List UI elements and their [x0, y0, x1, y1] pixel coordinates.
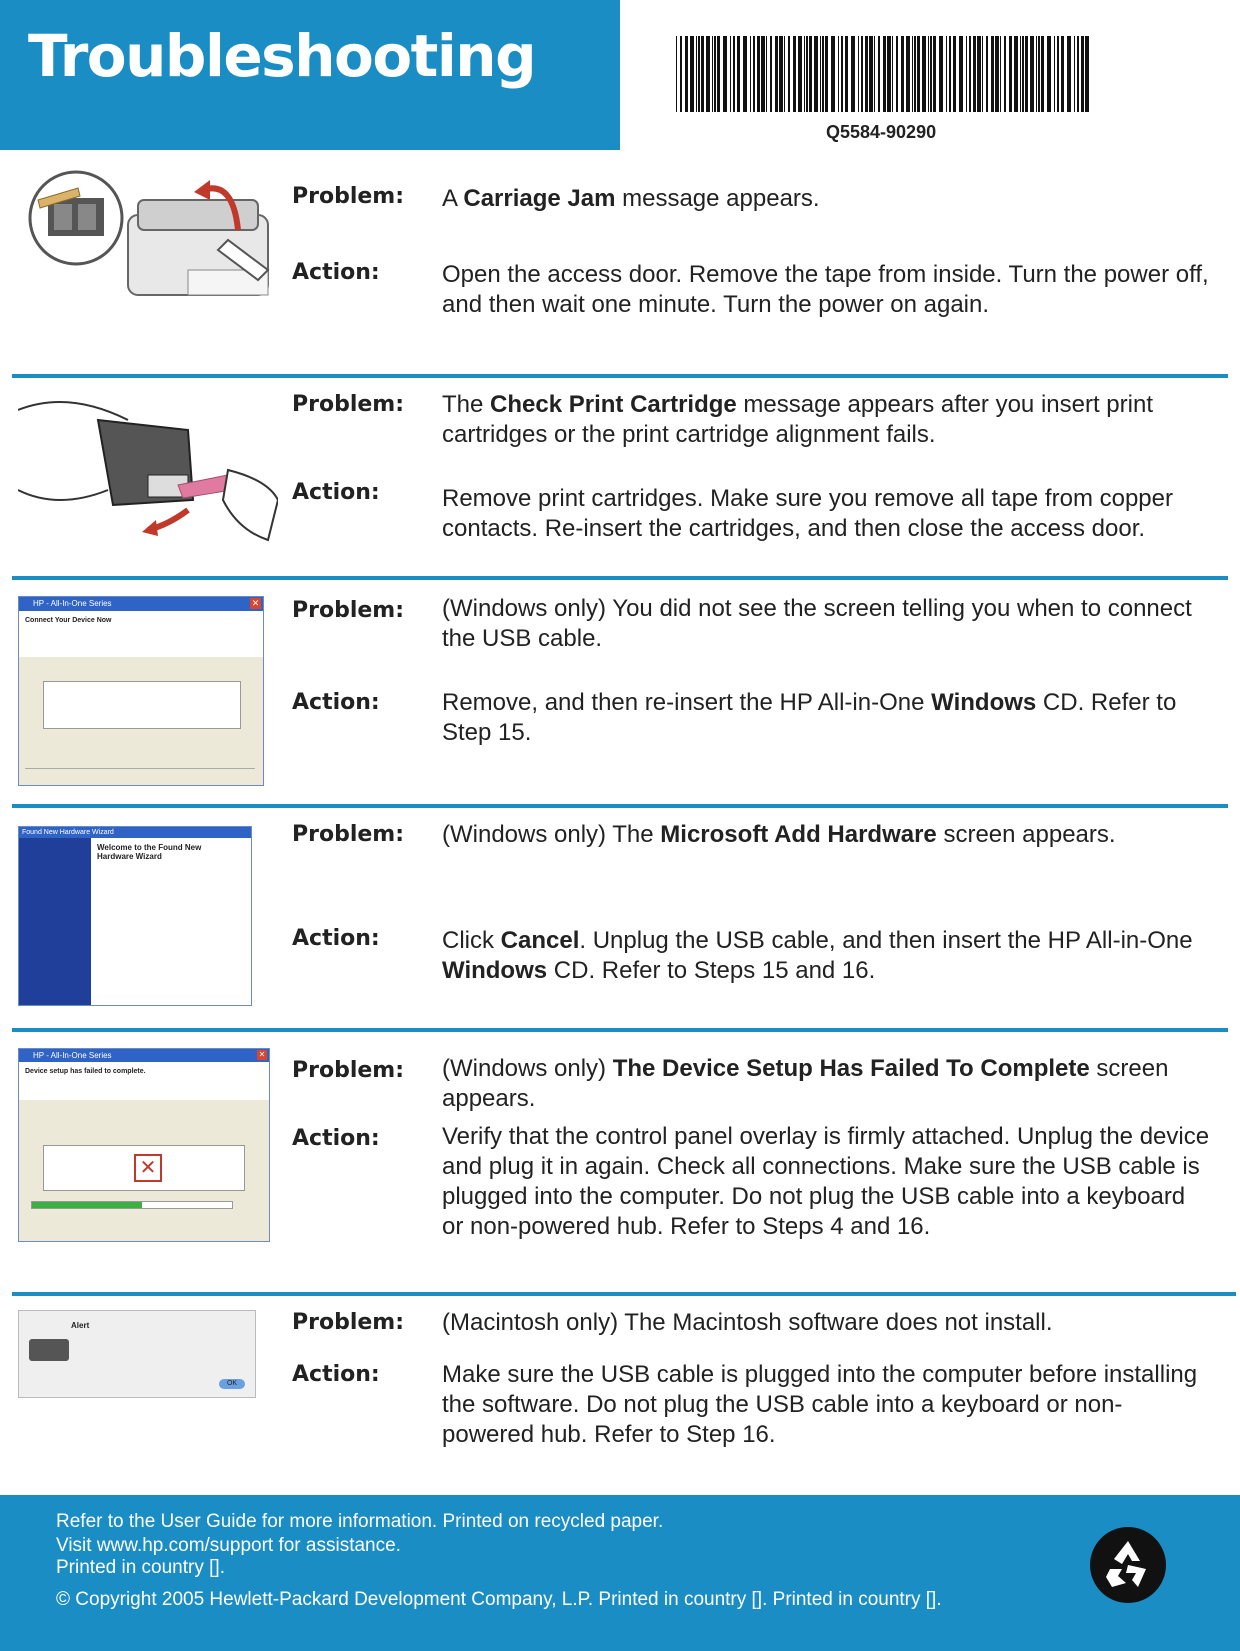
barcode-bar	[822, 36, 824, 112]
barcode-bar	[730, 36, 731, 112]
barcode-bar	[928, 36, 929, 112]
barcode-bar	[1061, 36, 1064, 112]
barcode-bar	[896, 36, 898, 112]
mac-alert-screenshot	[18, 1310, 256, 1398]
barcode-bar	[1041, 36, 1044, 112]
barcode-bar	[1074, 36, 1075, 112]
printer-carriage-jam-illustration	[18, 170, 278, 305]
barcode-bar	[806, 36, 808, 112]
barcode-bar	[809, 36, 812, 112]
screenshot-heading: Device setup has failed to complete.	[19, 1062, 269, 1100]
close-icon: ✕	[258, 1050, 266, 1059]
barcode-bar	[733, 36, 735, 112]
barcode-bar	[851, 36, 855, 112]
barcode-bar	[838, 36, 839, 112]
problem-label: Problem:	[292, 598, 405, 623]
barcode	[676, 36, 1092, 112]
barcode-bar	[775, 36, 778, 112]
action-text: Click Cancel. Unplug the USB cable, and then insert the HP All-in-One Windows CD. Refer to Steps 15 and 16.	[442, 927, 1193, 984]
barcode-bar	[914, 36, 916, 112]
footer-line-3: Printed in country [].	[56, 1557, 225, 1578]
barcode-bar	[698, 36, 700, 112]
barcode-bar	[680, 36, 682, 112]
barcode-bar	[676, 36, 677, 112]
barcode-bar	[959, 36, 963, 112]
screenshot-sidebar	[19, 838, 91, 1005]
screenshot-titlebar: HP - All-In-One Series ✕	[19, 1049, 269, 1062]
barcode-bar	[701, 36, 704, 112]
action-label: Action:	[292, 1126, 380, 1151]
barcode-bar	[1081, 36, 1084, 112]
barcode-bar	[1067, 36, 1071, 112]
header-band	[0, 0, 620, 150]
device-setup-failed-screenshot	[18, 1048, 270, 1242]
barcode-bar	[865, 36, 868, 112]
barcode-bar	[995, 36, 999, 112]
section-divider	[12, 374, 1228, 378]
barcode-bar	[901, 36, 904, 112]
barcode-bar	[969, 36, 971, 112]
footer-line-4: © Copyright 2005 Hewlett-Packard Development Company, L.P. Printed in country []. Printed in country [].	[56, 1589, 942, 1610]
barcode-bar	[798, 36, 802, 112]
barcode-bar	[874, 36, 875, 112]
barcode-bar	[883, 36, 886, 112]
section-divider	[12, 576, 1228, 580]
problem-label: Problem:	[292, 1310, 405, 1335]
barcode-bar	[1038, 36, 1040, 112]
barcode-bar	[887, 36, 891, 112]
footer-line-1: Refer to the User Guide for more information. Printed on recycled paper.	[56, 1511, 664, 1532]
barcode-bar	[973, 36, 976, 112]
barcode-bar	[939, 36, 943, 112]
screenshot-buttons	[25, 768, 255, 779]
barcode-bar	[750, 36, 751, 112]
page-title: Troubleshooting	[28, 22, 536, 90]
barcode-bar	[820, 36, 821, 112]
barcode-bar	[1025, 36, 1028, 112]
barcode-bar	[922, 36, 926, 112]
barcode-bar	[793, 36, 796, 112]
barcode-bar	[892, 36, 893, 112]
ok-button: OK	[219, 1379, 245, 1389]
screenshot-titlebar: Found New Hardware Wizard	[19, 827, 251, 838]
print-cartridge-tape-illustration	[18, 390, 278, 550]
found-new-hardware-screenshot	[18, 826, 252, 1006]
problem-text: (Windows only) The Microsoft Add Hardware screen appears.	[442, 821, 1116, 848]
barcode-bar	[1009, 36, 1012, 112]
barcode-bar	[861, 36, 863, 112]
barcode-bar	[804, 36, 805, 112]
barcode-bar	[712, 36, 713, 112]
barcode-bar	[1014, 36, 1018, 112]
action-label: Action:	[292, 690, 380, 715]
barcode-bar	[858, 36, 859, 112]
barcode-bar	[825, 36, 828, 112]
problem-label: Problem:	[292, 184, 405, 209]
barcode-bar	[1085, 36, 1089, 112]
barcode-bar	[1000, 36, 1001, 112]
problem-text: (Macintosh only) The Macintosh software does not install.	[442, 1309, 1053, 1336]
barcode-bar	[831, 36, 835, 112]
problem-label: Problem:	[292, 392, 405, 417]
barcode-bar	[906, 36, 910, 112]
barcode-bar	[977, 36, 981, 112]
barcode-bar	[953, 36, 956, 112]
recycle-icon	[1088, 1525, 1168, 1605]
screenshot-progress-bar	[31, 1201, 233, 1209]
problem-label: Problem:	[292, 822, 405, 847]
screenshot-heading: Welcome to the Found New Hardware Wizard	[97, 843, 202, 861]
barcode-bar	[690, 36, 694, 112]
screenshot-titlebar: HP - All-In-One Series ✕	[19, 597, 263, 611]
action-text: Remove, and then re-insert the HP All-in-One Windows CD. Refer to Step 15.	[442, 689, 1177, 746]
barcode-bar	[1020, 36, 1021, 112]
barcode-bar	[991, 36, 994, 112]
action-label: Action:	[292, 480, 380, 505]
barcode-bar	[917, 36, 920, 112]
barcode-bar	[770, 36, 772, 112]
connect-device-screenshot	[18, 596, 264, 786]
progress-fill	[32, 1202, 142, 1208]
section-divider	[12, 1292, 1236, 1296]
barcode-bar	[946, 36, 947, 112]
section-divider	[12, 1028, 1228, 1032]
barcode-bar	[1054, 36, 1055, 112]
screenshot-heading: Alert	[71, 1321, 90, 1330]
part-number: Q5584-90290	[826, 122, 937, 142]
barcode-bar	[814, 36, 818, 112]
barcode-bar	[723, 36, 727, 112]
problem-text: (Windows only) You did not see the screen telling you when to connect the USB cable.	[442, 595, 1192, 652]
problem-label: Problem:	[292, 1058, 405, 1083]
barcode-bar	[869, 36, 873, 112]
barcode-bar	[779, 36, 783, 112]
barcode-bar	[933, 36, 936, 112]
barcode-bar	[766, 36, 767, 112]
action-text: Verify that the control panel overlay is firmly attached. Unplug the device and plug it in again. Check all connections. Make sure the USB cable is plugged into the computer. Do not plug the USB cable into a keyboard or non-powered hub. Refer to Steps 4 and 16.	[442, 1123, 1210, 1240]
problem-text: (Windows only) The Device Setup Has Failed To Complete screen appears.	[442, 1055, 1169, 1112]
section-divider	[12, 804, 1228, 808]
printer-icon	[29, 1339, 69, 1361]
barcode-bar	[845, 36, 848, 112]
barcode-bar	[1004, 36, 1006, 112]
action-label: Action:	[292, 926, 380, 951]
screenshot-heading: Connect Your Device Now	[19, 611, 263, 657]
problem-text: The Check Print Cartridge message appears after you insert print cartridges or the print cartridge alignment fails.	[442, 391, 1153, 448]
error-x-icon: ✕	[134, 1154, 162, 1182]
barcode-bar	[1057, 36, 1059, 112]
barcode-bar	[753, 36, 755, 112]
footer	[0, 1495, 1240, 1651]
barcode-bar	[1030, 36, 1034, 112]
barcode-bar	[714, 36, 716, 112]
barcode-bar	[912, 36, 913, 112]
action-text: Make sure the USB cable is plugged into the computer before installing the software. Do not plug the USB cable into a keyboard or non-powered hub. Refer to Step 16.	[442, 1361, 1198, 1448]
barcode-bar	[949, 36, 951, 112]
footer-line-2: Visit www.hp.com/support for assistance.	[56, 1535, 401, 1556]
barcode-bar	[930, 36, 932, 112]
barcode-bar	[706, 36, 710, 112]
barcode-bar	[1047, 36, 1051, 112]
close-icon: ✕	[251, 598, 260, 608]
barcode-bar	[982, 36, 983, 112]
barcode-bar	[743, 36, 747, 112]
barcode-bar	[966, 36, 967, 112]
barcode-bar	[685, 36, 688, 112]
barcode-bar	[841, 36, 843, 112]
problem-text: A Carriage Jam message appears.	[442, 185, 820, 212]
action-label: Action:	[292, 1362, 380, 1387]
barcode-bar	[737, 36, 740, 112]
screenshot-usb-diagram	[43, 1145, 245, 1191]
barcode-bar	[717, 36, 720, 112]
barcode-bar	[761, 36, 765, 112]
barcode-bar	[757, 36, 760, 112]
barcode-bar	[784, 36, 785, 112]
barcode-bar	[1036, 36, 1037, 112]
screenshot-usb-diagram	[43, 681, 241, 729]
barcode-bar	[1022, 36, 1024, 112]
action-label: Action:	[292, 260, 380, 285]
barcode-bar	[1077, 36, 1079, 112]
barcode-bar	[788, 36, 790, 112]
barcode-bar	[878, 36, 880, 112]
action-text: Open the access door. Remove the tape from inside. Turn the power off, and then wait one minute. Turn the power on again.	[442, 261, 1209, 318]
action-text: Remove print cartridges. Make sure you remove all tape from copper contacts. Re-insert the cartridges, and then close the access door.	[442, 485, 1173, 542]
barcode-bar	[986, 36, 988, 112]
barcode-bar	[696, 36, 697, 112]
